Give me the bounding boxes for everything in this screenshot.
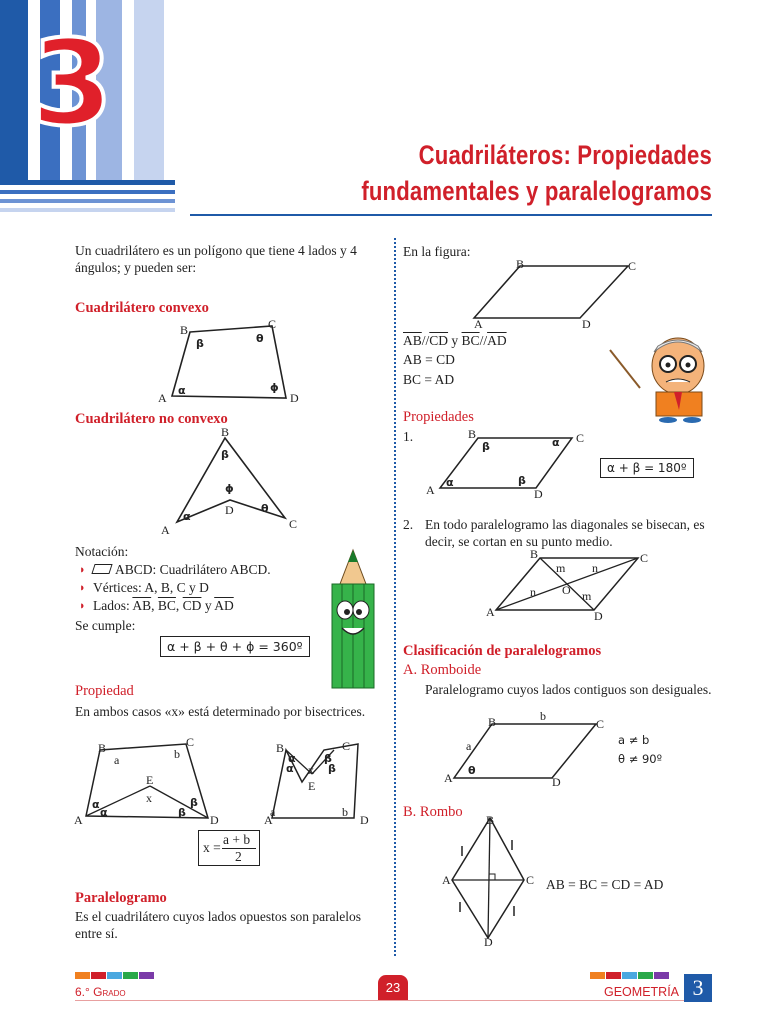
- svg-text:β: β: [178, 806, 186, 819]
- svg-text:ϕ: ϕ: [270, 381, 279, 394]
- footer-color-strip-right: [590, 972, 670, 979]
- footer-unit: 3: [692, 975, 704, 1000]
- svg-text:α: α: [92, 798, 100, 811]
- property-2-number: 2.: [403, 517, 414, 532]
- convex-heading: Cuadrilátero convexo: [75, 300, 209, 316]
- rombo-label: B. Rombo: [403, 804, 463, 820]
- svg-text:C: C: [289, 517, 298, 531]
- property-2-figure: [482, 548, 652, 624]
- svg-text:α: α: [288, 752, 296, 765]
- svg-text:β: β: [328, 762, 336, 775]
- svg-text:C: C: [596, 717, 605, 731]
- nonconvex-quadrilateral-figure: [155, 424, 305, 538]
- svg-text:B: B: [221, 425, 230, 439]
- svg-text:B: B: [98, 741, 107, 755]
- property-heading: Propiedad: [75, 683, 134, 699]
- svg-text:B: B: [488, 715, 497, 729]
- svg-text:θ: θ: [256, 332, 264, 345]
- romboide-text: Paralelogramo cuyos lados contiguos son desiguales.: [425, 682, 712, 697]
- svg-text:B: B: [486, 813, 495, 827]
- properties-heading: Propiedades: [403, 409, 474, 425]
- svg-text:β: β: [518, 474, 526, 487]
- svg-text:n: n: [592, 561, 598, 575]
- svg-text:β: β: [482, 440, 490, 453]
- svg-text:β: β: [196, 337, 204, 350]
- svg-text:β: β: [190, 796, 198, 809]
- svg-text:B: B: [468, 427, 477, 441]
- classification-heading: Clasificación de paralelogramos: [403, 643, 602, 659]
- svg-text:D: D: [552, 775, 561, 789]
- rombo-equality: AB = BC = CD = AD: [546, 877, 664, 892]
- property-1-figure: [424, 426, 594, 502]
- svg-text:θ: θ: [468, 764, 476, 777]
- svg-text:B: B: [180, 323, 189, 337]
- header-banner: [0, 0, 180, 215]
- nonconvex-heading: Cuadrilátero no convexo: [75, 411, 228, 427]
- svg-text:m: m: [582, 589, 592, 603]
- svg-text:a: a: [270, 805, 276, 819]
- svg-text:b: b: [540, 710, 546, 723]
- svg-text:B: B: [276, 741, 285, 755]
- notation-label: Notación:: [75, 544, 129, 559]
- footer-subject: GEOMETRÍA: [604, 985, 680, 999]
- title-rule: [190, 214, 712, 216]
- romboide-condition-2: θ ≠ 90º: [618, 752, 663, 766]
- svg-text:D: D: [290, 391, 299, 404]
- svg-text:C: C: [526, 873, 535, 887]
- figure-label: En la figura:: [403, 244, 471, 259]
- svg-text:m: m: [556, 561, 566, 575]
- svg-text:D: D: [360, 813, 369, 827]
- svg-text:β: β: [324, 752, 332, 765]
- intro-text: Un cuadrilátero es un polígono que tiene 4 lados y 4 ángulos; y pueden ser:: [75, 243, 357, 275]
- svg-text:b: b: [174, 747, 180, 761]
- svg-text:b: b: [342, 805, 348, 819]
- svg-text:D: D: [210, 813, 219, 827]
- se-cumple-label: Se cumple:: [75, 618, 136, 633]
- svg-text:A: A: [74, 813, 83, 827]
- svg-text:A: A: [474, 317, 483, 328]
- page-number-badge: [378, 975, 408, 1001]
- svg-text:E: E: [146, 773, 154, 787]
- svg-text:A: A: [442, 873, 451, 887]
- romboide-figure: [440, 710, 610, 790]
- parallel-relations: $\overline{AB}//\overline{CD}$ y $\overline{BC}//\overline{AD}$: [403, 333, 507, 348]
- notation-item-vertices: ◗ Vértices: A, B, C y D: [93, 579, 209, 596]
- svg-text:E: E: [308, 779, 316, 793]
- page-title-line1: Cuadriláteros: Propiedades: [418, 140, 712, 170]
- svg-text:α: α: [183, 510, 191, 523]
- x-formula: x = a + b 2: [198, 830, 260, 866]
- svg-text:α: α: [178, 384, 186, 397]
- svg-text:C: C: [186, 736, 195, 749]
- svg-text:α: α: [286, 762, 294, 775]
- angle-sum-formula: α + β + θ + ϕ = 360º: [160, 636, 310, 657]
- svg-text:D: D: [225, 503, 234, 517]
- svg-text:A: A: [264, 813, 273, 827]
- equality-1: AB = CD: [403, 352, 455, 367]
- svg-text:a: a: [114, 753, 120, 767]
- column-divider: [394, 238, 396, 956]
- svg-text:C: C: [640, 551, 649, 565]
- svg-text:n: n: [530, 585, 536, 599]
- page-title-line2: fundamentales y paralelogramos: [361, 176, 712, 206]
- svg-text:B: B: [530, 548, 539, 561]
- svg-text:ϕ: ϕ: [225, 482, 234, 495]
- svg-text:θ: θ: [261, 502, 269, 515]
- svg-text:D: D: [534, 487, 543, 501]
- footer-grade: 6.° Grado: [75, 985, 126, 999]
- notation-item-sides: ◗ Lados: $\overline{AB}$, $\overline{BC}$, $\overline{CD}$ y $\overline{AD}$: [93, 597, 234, 614]
- svg-text:α: α: [100, 806, 108, 819]
- svg-text:C: C: [576, 431, 585, 445]
- equality-2: BC = AD: [403, 372, 455, 387]
- svg-text:α: α: [446, 476, 454, 489]
- svg-text:D: D: [484, 935, 493, 948]
- svg-text:D: D: [594, 609, 603, 623]
- property-2-text: En todo paralelogramo las diagonales se bisecan, es decir, se cortan en su punto medio.: [425, 517, 705, 549]
- footer-color-strip-left: [75, 972, 155, 979]
- notation-item-abcd: ◗ ABCD: Cuadrilátero ABCD.: [93, 561, 271, 578]
- bisector-convex-figure: [72, 736, 222, 828]
- svg-text:A: A: [444, 771, 453, 785]
- svg-text:O: O: [562, 583, 571, 597]
- pencil-character-illustration: [322, 548, 384, 692]
- property-text: En ambos casos «x» está determinado por bisectrices.: [75, 704, 366, 719]
- teacher-character-illustration: [606, 334, 726, 424]
- svg-text:C: C: [268, 318, 277, 331]
- romboide-label: A. Romboide: [403, 662, 482, 678]
- svg-text:D: D: [582, 317, 591, 328]
- property-1-number: 1.: [403, 429, 414, 444]
- parallelogram-text: Es el cuadrilátero cuyos lados opuestos son paralelos entre sí.: [75, 909, 362, 941]
- svg-text:A: A: [426, 483, 435, 497]
- svg-text:α: α: [552, 436, 560, 449]
- bisector-nonconvex-figure: [262, 736, 378, 828]
- svg-text:x: x: [146, 791, 152, 805]
- chapter-number: 3: [30, 14, 114, 152]
- svg-text:A: A: [486, 605, 495, 619]
- svg-text:C: C: [342, 739, 351, 753]
- romboide-condition-1: a ≠ b: [618, 733, 650, 747]
- parallelogram-heading: Paralelogramo: [75, 890, 167, 906]
- svg-text:B: B: [516, 257, 525, 271]
- quadrilateral-symbol-icon: [91, 564, 112, 574]
- svg-text:C: C: [628, 259, 637, 273]
- parallelogram-figure: [470, 256, 640, 328]
- svg-text:A: A: [161, 523, 170, 537]
- page-number: 23: [385, 980, 401, 995]
- svg-text:x: x: [308, 763, 314, 777]
- rombo-figure: [438, 810, 548, 948]
- svg-text:a: a: [466, 739, 472, 753]
- convex-quadrilateral-figure: [150, 318, 310, 404]
- svg-text:A: A: [158, 391, 167, 404]
- footer-rule: [75, 1000, 710, 1001]
- footer-unit-badge: [684, 974, 712, 1002]
- property-1-formula: α + β = 180º: [600, 458, 694, 478]
- svg-text:β: β: [221, 448, 229, 461]
